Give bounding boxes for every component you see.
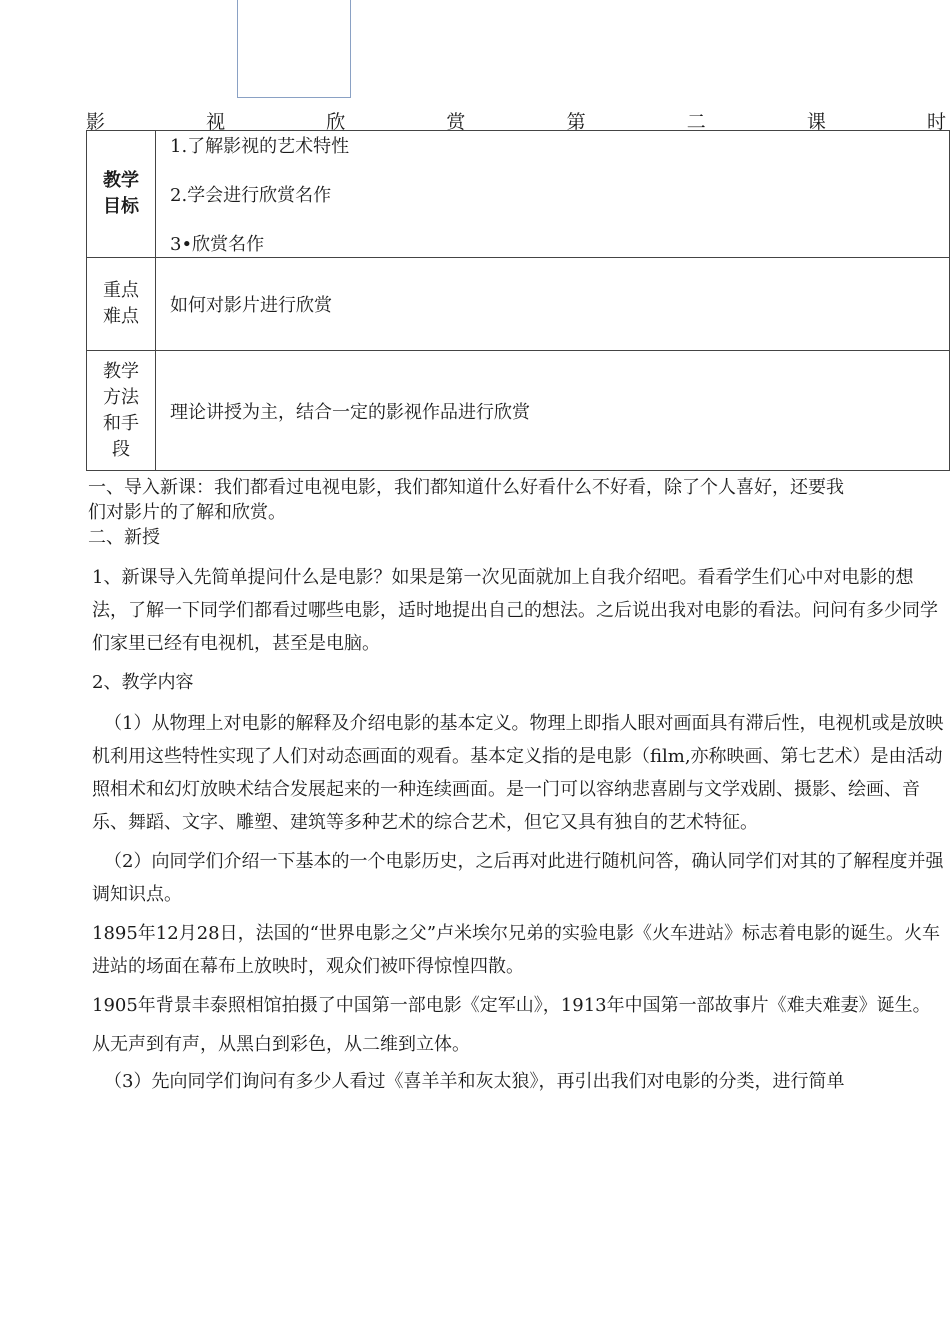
goal-item: 3•欣赏名作 (170, 234, 265, 255)
methods-label: 教学 方法 和手 段 (87, 351, 156, 471)
title-char: 影 (86, 110, 106, 133)
lesson-body (92, 561, 948, 1098)
key-points-content: 如何对影片进行欣赏 (156, 258, 950, 351)
image-frame (237, 0, 351, 98)
goals-content (156, 131, 950, 258)
goal-item: 1.了解影视的艺术特性 (170, 136, 350, 157)
key-points-label: 重点 难点 (87, 258, 156, 351)
title-char: 第 (566, 110, 586, 133)
intro-line: 一、导入新课：我们都看过电视电影，我们都知道什么好看什么不好看，除了个人喜好，还要我 (88, 477, 844, 498)
table-row (87, 258, 950, 351)
intro-line: 们对影片的了解和欣赏。 (88, 502, 286, 523)
goals-label: 教学 目标 (87, 131, 156, 258)
title-char: 时 (926, 110, 946, 133)
title-char: 视 (206, 110, 226, 133)
paragraph-intro-question: 1、新课导入先简单提问什么是电影？如果是第一次见面就加上自我介绍吧。看看学生们心中对电影的想法，了解一下同学们都看过哪些电影，适时地提出自己的想法。之后说出我对电影的看法。问问有多少同学们家里已经有电视机，甚至是电脑。 (92, 567, 938, 654)
table-row (87, 351, 950, 471)
title-char: 赏 (446, 110, 466, 133)
paragraph-history: （2）向同学们介绍一下基本的一个电影历史，之后再对此进行随机问答，确认同学们对其的了解程度并强调知识点。 (92, 851, 944, 905)
paragraph-heading: 2、教学内容 (92, 672, 194, 693)
table-row (87, 131, 950, 258)
title-char: 欣 (326, 110, 346, 133)
title-char: 课 (806, 110, 826, 133)
methods-content: 理论讲授为主，结合一定的影视作品进行欣赏 (156, 351, 950, 471)
goal-item: 2.学会进行欣赏名作 (170, 185, 332, 206)
section-heading: 二、新授 (88, 527, 160, 548)
intro-section (88, 475, 944, 550)
paragraph-definition: （1）从物理上对电影的解释及介绍电影的基本定义。物理上即指人眼对画面具有滞后性，电视机或是放映机利用这些特性实现了人们对动态画面的观看。基本定义指的是电影（film,亦称映画、第七艺术）是由活动照相术和幻灯放映术结合发展起来的一种连续画面。是一门可以容纳悲喜剧与文学戏剧、摄影、绘画、音乐、舞蹈、文字、雕塑、建筑等多种艺术的综合艺术，但它又具有独自的艺术特征。 (92, 713, 944, 833)
lesson-plan-table (86, 130, 950, 471)
paragraph-1895: 1895年12月28日，法国的“世界电影之父”卢米埃尔兄弟的实验电影《火车进站》标志着电影的诞生。火车进站的场面在幕布上放映时，观众们被吓得惊惶四散。 (92, 923, 941, 977)
paragraph-1905: 1905年背景丰泰照相馆拍摄了中国第一部电影《定军山》，1913年中国第一部故事片《难夫难妻》诞生。 (92, 995, 931, 1016)
paragraph-evolution: 从无声到有声，从黑白到彩色，从二维到立体。 (92, 1034, 470, 1055)
title-char: 二 (686, 110, 706, 133)
paragraph-classification: （3）先向同学们询问有多少人看过《喜羊羊和灰太狼》，再引出我们对电影的分类，进行简单 (104, 1071, 845, 1092)
